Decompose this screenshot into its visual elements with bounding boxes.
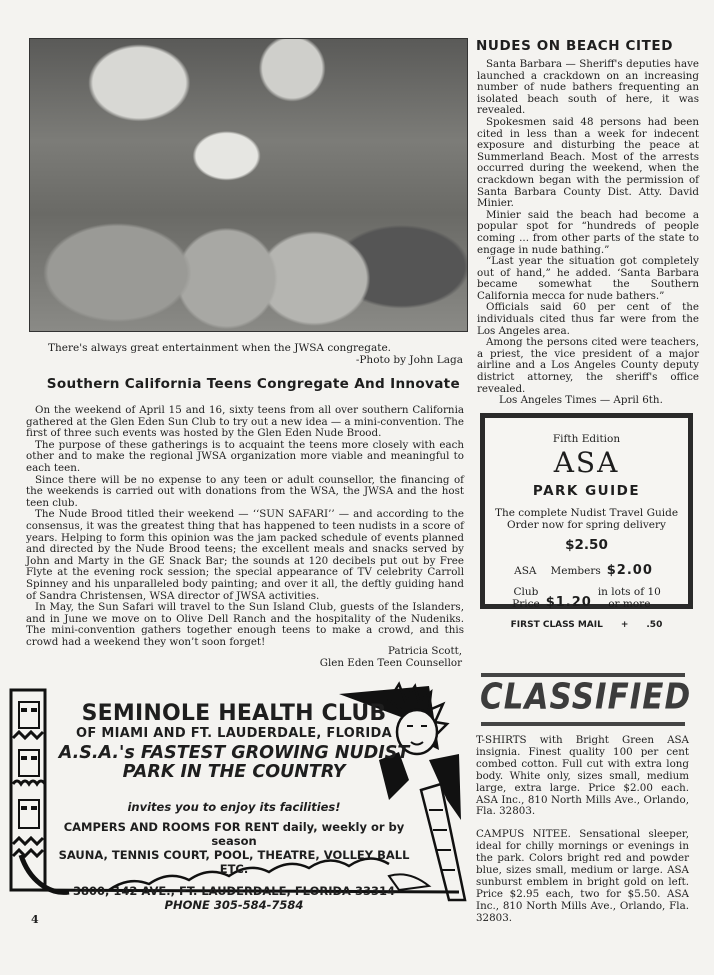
classified-listings xyxy=(476,735,689,936)
tagline-line1: FASTEST GROWING NUDIST xyxy=(134,743,410,763)
mail-row xyxy=(485,620,688,630)
nudes-article-body xyxy=(477,59,699,407)
club-note xyxy=(598,586,661,610)
club-note-line: or more xyxy=(608,598,651,610)
park-guide-ad xyxy=(480,413,693,630)
club-tagline xyxy=(54,744,414,782)
nudes-paragraph: Spokesmen said 48 persons had been cited in less than a week for indecent exposure and disturbing the peace at Summerland Beach. Most of the arrests occurred during the weekend, when the crackdown began with the permission of Santa Barbara County Dist. Atty. David Minier. xyxy=(477,115,699,210)
guide-price: $2.50 xyxy=(565,537,608,553)
classified-item: T-SHIRTS with Bright Green ASA insignia. Finest quality 100 per cent combed cotton. Full cut with extra long body. White only, sizes small, medium large, extra large. Price $2.00 each. ASA Inc., 810 North Mills Ave., Orlando, Fla. 32803. xyxy=(476,734,689,818)
mail-plus: + xyxy=(620,620,629,630)
seminole-ad-text xyxy=(54,680,414,912)
author-title: Glen Eden Teen Counsellor xyxy=(319,657,462,669)
totem-pole-icon xyxy=(11,690,45,890)
members-price-row xyxy=(485,563,688,578)
club-invite: invites you to enjoy its facilities! xyxy=(127,800,341,814)
mail-price: .50 xyxy=(646,620,663,630)
classified-item: CAMPUS NITEE. Sensational sleeper, ideal for chilly mornings or evenings in the park. Colors bright red and powder blue, sizes small, medium or large. ASA sunburst emblem in bright gold on left. Price $2.95 each, two for $5.50. ASA Inc., 810 North Mills Ave., Orlando, Fla. 32803. xyxy=(476,828,689,924)
article-signature xyxy=(250,645,462,669)
classified-rule-bottom xyxy=(481,722,685,726)
desc-line: Order now for spring delivery xyxy=(507,519,666,531)
members-prefix: ASA xyxy=(514,564,537,577)
author-name: Patricia Scott, xyxy=(388,645,462,657)
club-phone: PHONE 305-584-7584 xyxy=(164,898,304,912)
rent-bold: CAMPERS AND ROOMS FOR RENT xyxy=(63,820,279,834)
edition-label: Fifth Edition xyxy=(552,433,621,445)
classified-title: CLASSIFIED xyxy=(480,676,692,718)
article-paragraph: The Nude Brood titled their weekend — ‘‘SUN SAFARI’’ — and according to the consensus, it was the greatest thing that has happened to teen nudists in a score of years. Helping to form this opinion was the jam packed schedule of events planned and directed by the Nude Brood teens; the excellent meals and snacks served by John and Marty in the GE Snack Bar; the sounds at 120 decibels put out by Free Flyte at the evening rock session; the special appearance of TV celebrity Carroll Spinney and his unparalleled body painting; and over it all, the deftly guiding hand of Sandra Christensen, WSA director of JWSA activities. xyxy=(26,508,464,602)
club-price-row xyxy=(485,586,688,610)
article-body xyxy=(26,405,464,648)
nudes-article-title: NUDES ON BEACH CITED xyxy=(476,38,674,54)
club-label xyxy=(512,586,540,610)
tagline-line2: PARK IN THE COUNTRY xyxy=(122,762,346,782)
tagline-prefix: A.S.A.'s xyxy=(58,743,135,763)
article-headline: Southern California Teens Congregate And Innovate xyxy=(46,376,460,392)
nudes-paragraph: Santa Barbara — Sheriff's deputies have launched a crackdown on an increasing number of nude bathers frequenting an isolated beach south of here, it was revealed. xyxy=(477,58,699,117)
article-paragraph: On the weekend of April 15 and 16, sixty teens from all over southern California gathered at the Glen Eden Sun Club to try out a new idea — a mini-convention. The first of three such events was hosted by the Glen Eden Nude Brood. xyxy=(26,404,464,440)
nudes-paragraph: Officials said 60 per cent of the individuals cited thus far were from the Los Angeles area. xyxy=(477,301,699,337)
photo-credit: -Photo by John Laga xyxy=(355,354,463,366)
club-price: $1.20 xyxy=(545,595,592,610)
members-label: Members xyxy=(550,564,601,577)
rent-rest: daily, weekly or by season xyxy=(211,820,405,848)
article-paragraph: In May, the Sun Safari will travel to the Sun Island Club, guests of the Islanders, and in June we move on to Olive Dell Ranch and the hospitality of the Nudeniks. The mini-convention gathers together enough teens to make a crowd, and this crowd had a weekend they won’t soon forget! xyxy=(26,601,464,648)
caption-text: There's always great entertainment when the JWSA congregate. xyxy=(48,342,392,354)
club-name: SEMINOLE HEALTH CLUB xyxy=(81,701,387,726)
seminole-ad xyxy=(9,680,469,910)
guide-description xyxy=(485,507,688,531)
club-address: 3800, 142 AVE., FT. LAUDERDALE, FLORIDA 33314 xyxy=(73,884,395,898)
members-price: $2.00 xyxy=(606,563,653,578)
club-note-line: in lots of 10 xyxy=(597,586,661,598)
article-paragraph: The purpose of these gatherings is to acquaint the teens more closely with each other and to make the regional JWSA organization more viable and meaningful to each teen. xyxy=(26,438,464,474)
nudes-paragraph: Minier said the beach had become a popular spot for “hundreds of people coming ... from other parts of the state to engage in nude bathing.” xyxy=(477,208,699,256)
club-facilities: SAUNA, TENNIS COURT, POOL, THEATRE, VOLLEY BALL ETC. xyxy=(58,848,410,876)
nudes-source: Los Angeles Times — April 6th. xyxy=(499,394,663,407)
club-location: OF MIAMI AND FT. LAUDERDALE, FLORIDA xyxy=(75,726,392,741)
mail-label: FIRST CLASS MAIL xyxy=(510,620,603,630)
page-number: 4 xyxy=(31,913,39,926)
photo-caption xyxy=(48,342,463,366)
group-photo xyxy=(29,38,468,332)
club-rentals xyxy=(54,820,414,876)
nudes-paragraph: Among the persons cited were teachers, a priest, the vice president of a major airline and a Los Angeles County deputy district attorney, the sheriff's office revealed. xyxy=(477,336,699,395)
article-paragraph: Since there will be no expense to any teen or adult counsellor, the financing of the weekends is carried out with donations from the WSA, the JWSA and the host teen club. xyxy=(26,473,464,509)
club-label-line: Price xyxy=(512,598,540,610)
nudes-paragraph: “Last year the situation got completely out of hand,” he added. ‘Santa Barbara became somewhat the Southern California mecca for nude bathers.” xyxy=(477,255,699,302)
club-label-line: Club xyxy=(513,586,539,598)
park-guide-title: PARK GUIDE xyxy=(532,483,641,499)
desc-line: The complete Nudist Travel Guide xyxy=(494,507,679,519)
asa-brand: ASA xyxy=(553,446,620,479)
